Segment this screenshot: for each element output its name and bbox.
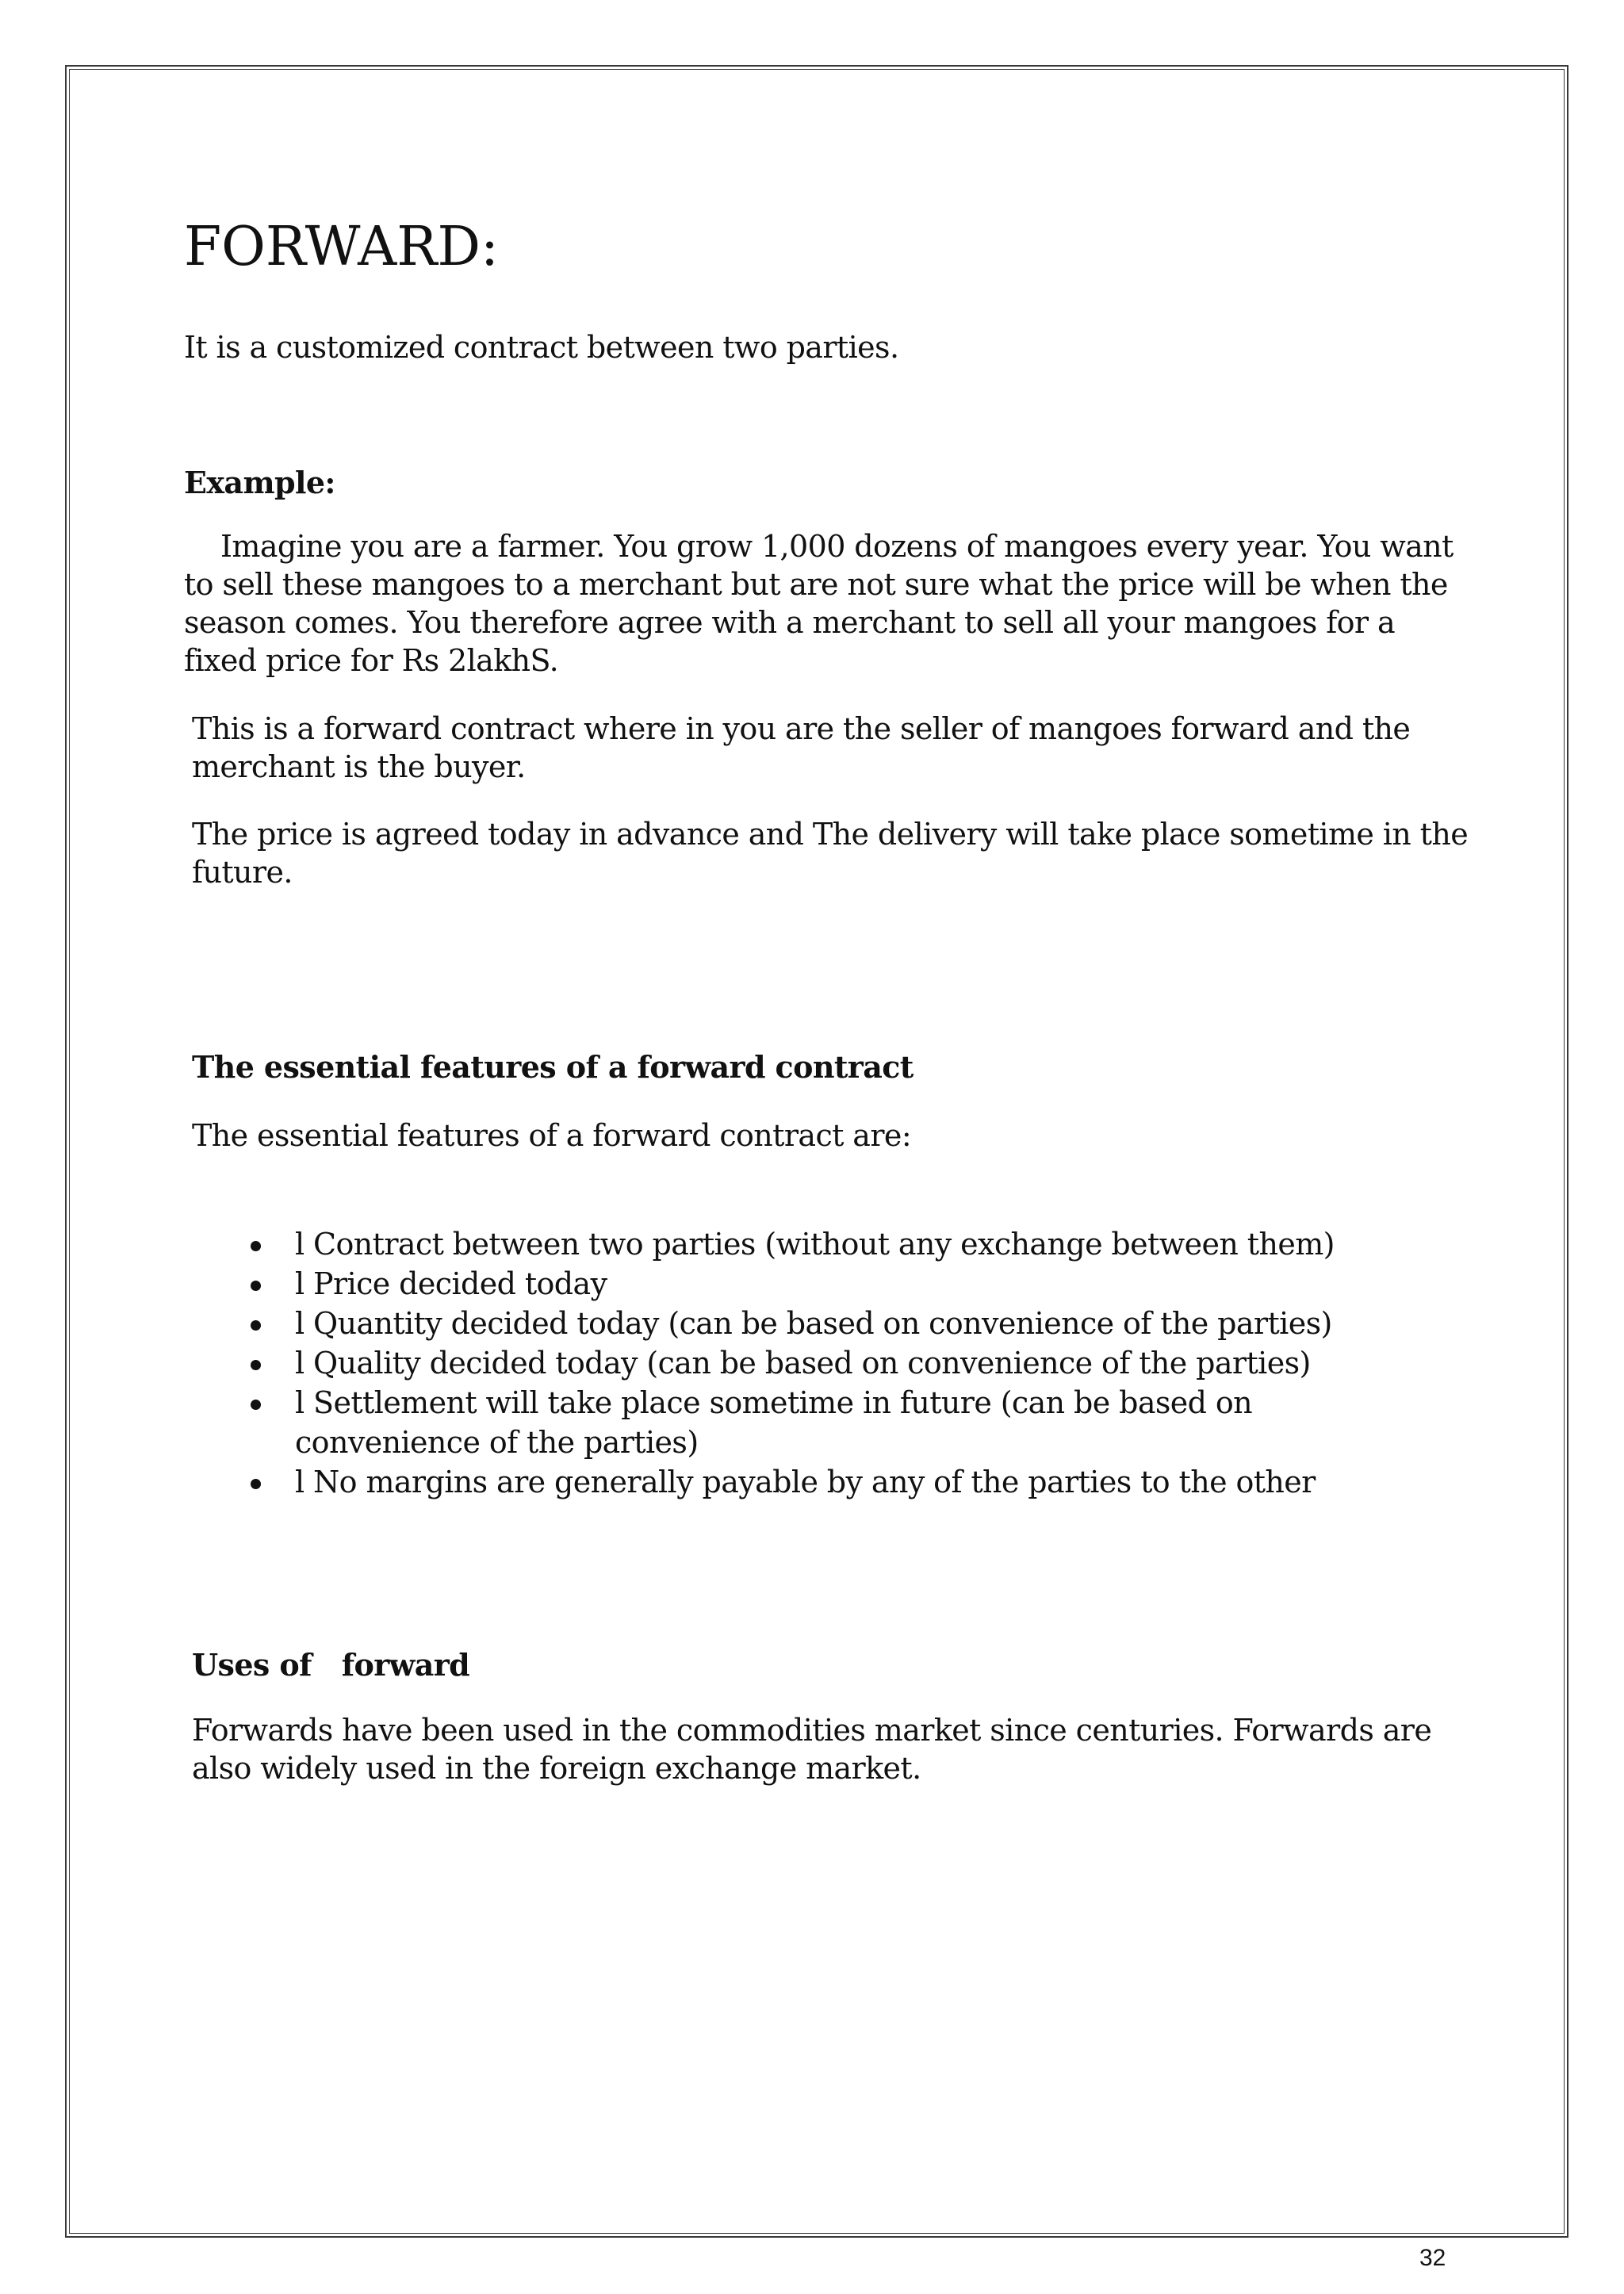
uses-heading-text: Uses of forward xyxy=(192,1647,470,1683)
list-item xyxy=(184,1264,1421,1304)
list-item xyxy=(184,1343,1421,1383)
list-item xyxy=(184,1224,1421,1264)
bullet-icon xyxy=(251,1400,261,1410)
list-item xyxy=(184,1462,1421,1502)
price-agreed-paragraph: The price is agreed today in advance and The delivery will take place sometime in the future. xyxy=(192,817,1469,890)
list-item xyxy=(184,1304,1421,1343)
list-item-text: l Settlement will take place sometime in future (can be based on convenience of the parties) xyxy=(295,1385,1253,1460)
bullet-icon xyxy=(251,1479,261,1489)
list-item-text: l Contract between two parties (without any exchange between them) xyxy=(295,1227,1335,1262)
example-heading: Example: xyxy=(184,465,335,500)
page-title: FORWARD: xyxy=(184,216,499,278)
features-heading: The essential features of a forward contract xyxy=(192,1049,914,1085)
bullet-icon xyxy=(251,1241,261,1251)
forward-contract-paragraph: This is a forward contract where in you are the seller of mangoes forward and the merchant is the buyer. xyxy=(192,711,1411,784)
list-item xyxy=(184,1383,1421,1462)
intro-text: It is a customized contract between two parties. xyxy=(184,330,899,365)
list-item-text: l Quality decided today (can be based on convenience of the parties) xyxy=(295,1346,1311,1381)
features-intro: The essential features of a forward contract are: xyxy=(192,1118,912,1153)
bullet-icon xyxy=(251,1360,261,1370)
page-number: 32 xyxy=(1419,2245,1446,2271)
list-item-text: l Price decided today xyxy=(295,1266,607,1301)
features-list xyxy=(184,1224,1421,1502)
bullet-icon xyxy=(251,1320,261,1331)
example-paragraph: Imagine you are a farmer. You grow 1,000 dozens of mangoes every year. You want to sell these mangoes to a merchant but are not sure what the price will be when the season comes. You therefore agree with a merchant to sell all your mangoes for a fixed price for Rs 2lakhS. xyxy=(184,529,1454,678)
list-item-text: l Quantity decided today (can be based on convenience of the parties) xyxy=(295,1306,1332,1341)
bullet-icon xyxy=(251,1281,261,1291)
uses-heading xyxy=(184,1646,469,1684)
list-item-text: l No margins are generally payable by any of the parties to the other xyxy=(295,1465,1316,1499)
uses-paragraph: Forwards have been used in the commodities market since centuries. Forwards are also widely used in the foreign exchange market. xyxy=(192,1713,1432,1786)
